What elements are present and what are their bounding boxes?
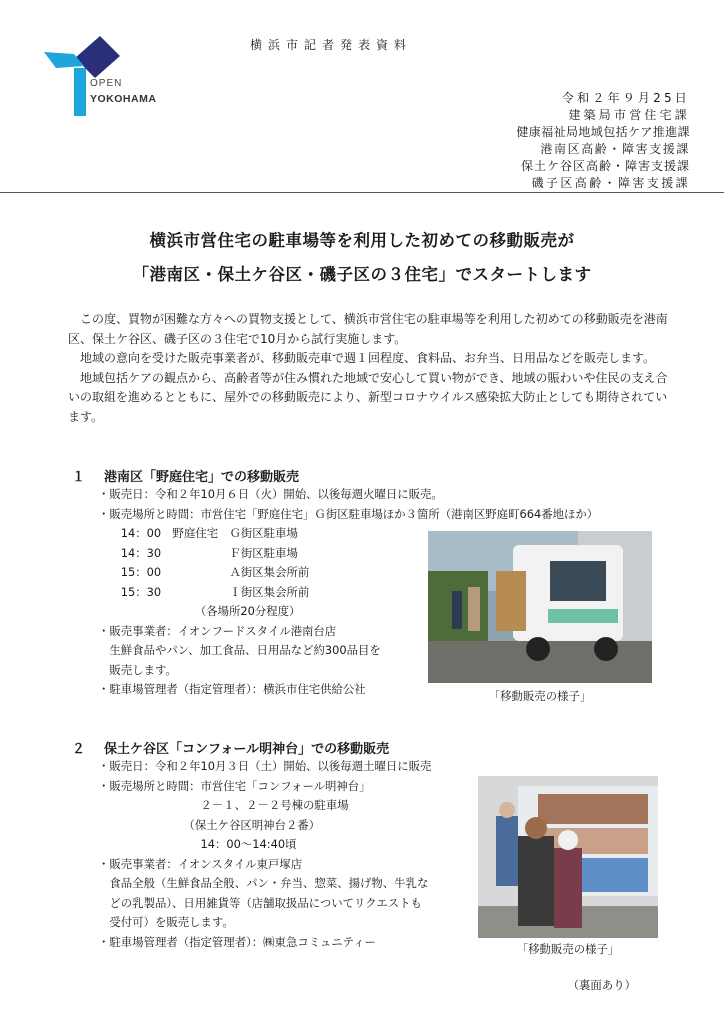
detail-line: ・駐車場管理者（指定管理者）：㈱東急コミュニティー — [98, 934, 376, 949]
open-yokohama-logo-mark — [40, 30, 170, 120]
section-number: ２ — [72, 742, 86, 757]
continued-note: （裏面あり） — [567, 978, 636, 992]
logo-text-yokohama: YOKOHAMA — [90, 93, 157, 105]
department-name: 磯子区高齢・障害支援課 — [531, 176, 690, 190]
detail-line: どの乳製品）、日用雑貨等（店舗取扱品についてリクエストも — [98, 895, 422, 910]
detail-line: ・駐車場管理者（指定管理者）：横浜市住宅供給公社 — [98, 682, 366, 696]
detail-line: （保土ケ谷区明神台２番） — [98, 817, 321, 832]
open-yokohama-logo — [40, 30, 170, 120]
schedule-line: 15：00 Ａ街区集会所前 — [98, 565, 310, 579]
detail-line: 受付可）を販売します。 — [98, 915, 234, 929]
detail-line: ・販売事業者：イオンスタイル東戸塚店 — [98, 856, 303, 871]
detail-line: ・販売日：令和２年10月６日（火）開始、以後毎週火曜日に販売。 — [98, 487, 443, 501]
detail-line: ２－１、２－２号棟の駐車場 — [98, 798, 349, 812]
detail-line: ・販売場所と時間：市営住宅「コンフォール明神台」 — [98, 778, 371, 793]
release-date: 令和２年９月25日 — [561, 91, 690, 105]
release-title-line2: 「港南区・保土ケ谷区・磯子区の３住宅」でスタートします — [132, 265, 592, 284]
section-details — [98, 757, 431, 952]
section-number: １ — [72, 470, 86, 485]
detail-line: ・販売事業者：イオンフードスタイル港南台店 — [98, 623, 337, 638]
section-title: 保土ケ谷区「コンフォール明神台」での移動販売 — [104, 742, 390, 757]
schedule-line: 15：30 Ｉ街区集会所前 — [98, 584, 310, 599]
schedule-line: （各場所20分程度） — [98, 604, 301, 618]
detail-line: 食品全般（生鮮食品全般、パン・弁当、惣菜、揚げ物、牛乳な — [98, 876, 429, 890]
header-divider — [0, 192, 724, 193]
release-title-line1: 横浜市営住宅の駐車場等を利用した初めての移動販売が — [149, 231, 575, 250]
photo-caption: 「移動販売の様子」 — [488, 689, 592, 703]
detail-line: 14：00～14:40頃 — [98, 837, 297, 851]
schedule-line: 14：30 Ｆ街区駐車場 — [98, 545, 298, 560]
issuer-block — [516, 90, 690, 192]
intro-text — [68, 310, 668, 428]
detail-line: 販売します。 — [98, 662, 177, 677]
mobile-sales-photo — [428, 531, 652, 683]
schedule-line: 14：00 野庭住宅 Ｇ街区駐車場 — [98, 526, 298, 540]
department-name: 建築局市営住宅課 — [568, 108, 690, 122]
department-name: 港南区高齢・障害支援課 — [540, 142, 690, 156]
detail-line: 生鮮食品やパン、加工食品、日用品など約300品目を — [98, 643, 381, 657]
detail-line: ・販売日：令和２年10月３日（土）開始、以後毎週土曜日に販売 — [98, 759, 432, 773]
section-heading — [72, 738, 389, 757]
department-name: 保土ケ谷区高齢・障害支援課 — [520, 159, 690, 173]
intro-paragraph: この度、買物が困難な方々への買物支援として、横浜市営住宅の駐車場等を利用した初めての移動販売を港南区、保土ケ谷区、磯子区の３住宅で10月から試行実施します。 — [68, 312, 668, 346]
photo-caption: 「移動販売の様子」 — [516, 942, 620, 956]
mobile-sales-photo — [478, 776, 658, 938]
intro-paragraph: 地域包括ケアの観点から、高齢者等が住み慣れた地域で安心して買い物ができ、地域の賑わいや住民の支え合いの取組を進めるとともに、屋外での移動販売により、新型コロナウイルス感染拡大防止としても期待されています。 — [68, 370, 668, 424]
section-title: 港南区「野庭住宅」での移動販売 — [104, 470, 300, 485]
logo-text-open: OPEN — [90, 78, 123, 89]
department-name: 健康福祉局地域包括ケア推進課 — [516, 125, 690, 139]
intro-paragraph: 地域の意向を受けた販売事業者が、移動販売車で週１回程度、食料品、お弁当、日用品などを販売します。 — [80, 351, 656, 366]
section-heading — [72, 466, 299, 485]
press-release-label: 横浜市記者発表資料 — [250, 38, 413, 52]
detail-line: ・販売場所と時間：市営住宅「野庭住宅」Ｇ街区駐車場ほか３箇所（港南区野庭町664番地ほか） — [98, 506, 599, 521]
